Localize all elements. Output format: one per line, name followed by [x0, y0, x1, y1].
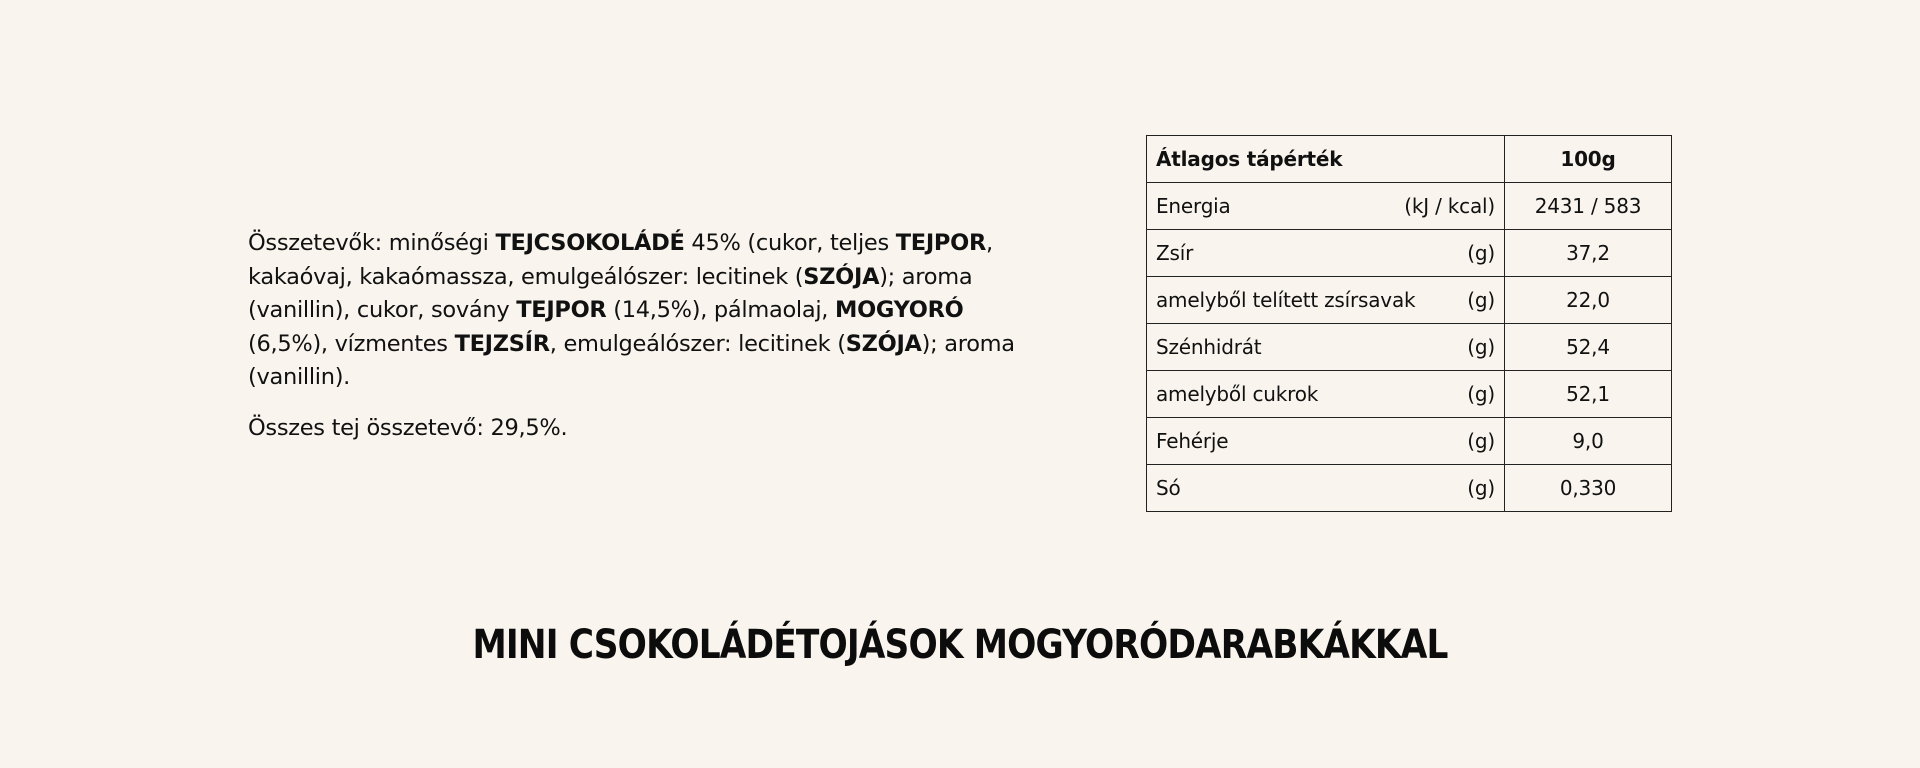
- nutrition-header-label: Átlagos tápérték: [1147, 136, 1505, 183]
- ingredient-allergen: TEJCSOKOLÁDÉ: [495, 230, 685, 256]
- nutrition-name-cell: [1147, 465, 1505, 512]
- nutrition-header-row: [1147, 136, 1672, 183]
- nutrient-name: Zsír: [1156, 241, 1194, 265]
- nutrition-name-cell: [1147, 183, 1505, 230]
- ingredient-text-segment: (6,5%), vízmentes: [248, 330, 455, 357]
- nutrient-unit: (g): [1467, 382, 1495, 406]
- ingredient-allergen: MOGYORÓ: [835, 297, 964, 323]
- nutrition-name-cell: [1147, 324, 1505, 371]
- nutrition-name-cell: [1147, 371, 1505, 418]
- nutrient-unit: (g): [1467, 429, 1495, 453]
- nutrition-row: [1147, 371, 1672, 418]
- milk-total-text: Összes tej összetevő: 29,5%.: [248, 414, 568, 441]
- product-title: MINI CSOKOLÁDÉTOJÁSOK MOGYORÓDARABKÁKKAL: [472, 622, 1448, 668]
- ingredients-text: [248, 227, 1038, 395]
- nutrient-value: 2431 / 583: [1505, 183, 1672, 230]
- nutrition-row: [1147, 230, 1672, 277]
- ingredient-allergen: TEJPOR: [895, 230, 986, 256]
- ingredient-allergen: TEJPOR: [516, 297, 607, 323]
- ingredient-allergen: SZÓJA: [803, 263, 880, 290]
- nutrition-row: [1147, 324, 1672, 371]
- nutrition-row: [1147, 183, 1672, 230]
- nutrition-name-cell: [1147, 418, 1505, 465]
- ingredient-text-segment: (14,5%), pálmaolaj,: [606, 297, 836, 323]
- nutrient-name: amelyből telített zsírsavak: [1156, 288, 1416, 312]
- nutrition-row: [1147, 465, 1672, 512]
- nutrient-unit: (g): [1467, 288, 1495, 312]
- ingredient-text-segment: ); aroma (vanillin).: [248, 330, 1015, 390]
- nutrient-value: 52,4: [1505, 324, 1672, 371]
- nutrition-row: [1147, 418, 1672, 465]
- nutrient-name: Szénhidrát: [1156, 335, 1262, 359]
- nutrition-name-cell: [1147, 230, 1505, 277]
- nutrient-name: Energia: [1156, 194, 1231, 218]
- nutrient-value: 52,1: [1505, 371, 1672, 418]
- nutrient-name: Só: [1156, 476, 1181, 500]
- nutrient-value: 9,0: [1505, 418, 1672, 465]
- ingredient-text-segment: , kakaóvaj, kakaómassza, emulgeálószer: lecitinek (: [248, 230, 993, 290]
- nutrient-name: amelyből cukrok: [1156, 382, 1319, 406]
- ingredient-text-segment: ); aroma (vanillin), cukor, sovány: [248, 263, 973, 323]
- nutrient-unit: (g): [1467, 476, 1495, 500]
- nutrient-name: Fehérje: [1156, 429, 1229, 453]
- nutrition-header-value: 100g: [1505, 136, 1672, 183]
- ingredients-block: [248, 227, 1038, 445]
- nutrient-unit: (kJ / kcal): [1404, 194, 1495, 218]
- nutrition-name-cell: [1147, 277, 1505, 324]
- nutrient-value: 37,2: [1505, 230, 1672, 277]
- ingredient-allergen: TEJZSÍR: [454, 330, 550, 357]
- ingredient-allergen: SZÓJA: [845, 330, 922, 357]
- nutrition-row: [1147, 277, 1672, 324]
- nutrient-value: 0,330: [1505, 465, 1672, 512]
- nutrition-body: [1147, 183, 1672, 512]
- ingredient-text-segment: , emulgeálószer: lecitinek (: [549, 330, 846, 357]
- ingredient-text-segment: 45% (cukor, teljes: [684, 230, 896, 256]
- nutrient-unit: (g): [1467, 335, 1495, 359]
- nutrient-unit: (g): [1467, 241, 1495, 265]
- nutrition-table: [1146, 135, 1672, 512]
- ingredient-text-segment: Összetevők: minőségi: [248, 230, 496, 256]
- nutrient-value: 22,0: [1505, 277, 1672, 324]
